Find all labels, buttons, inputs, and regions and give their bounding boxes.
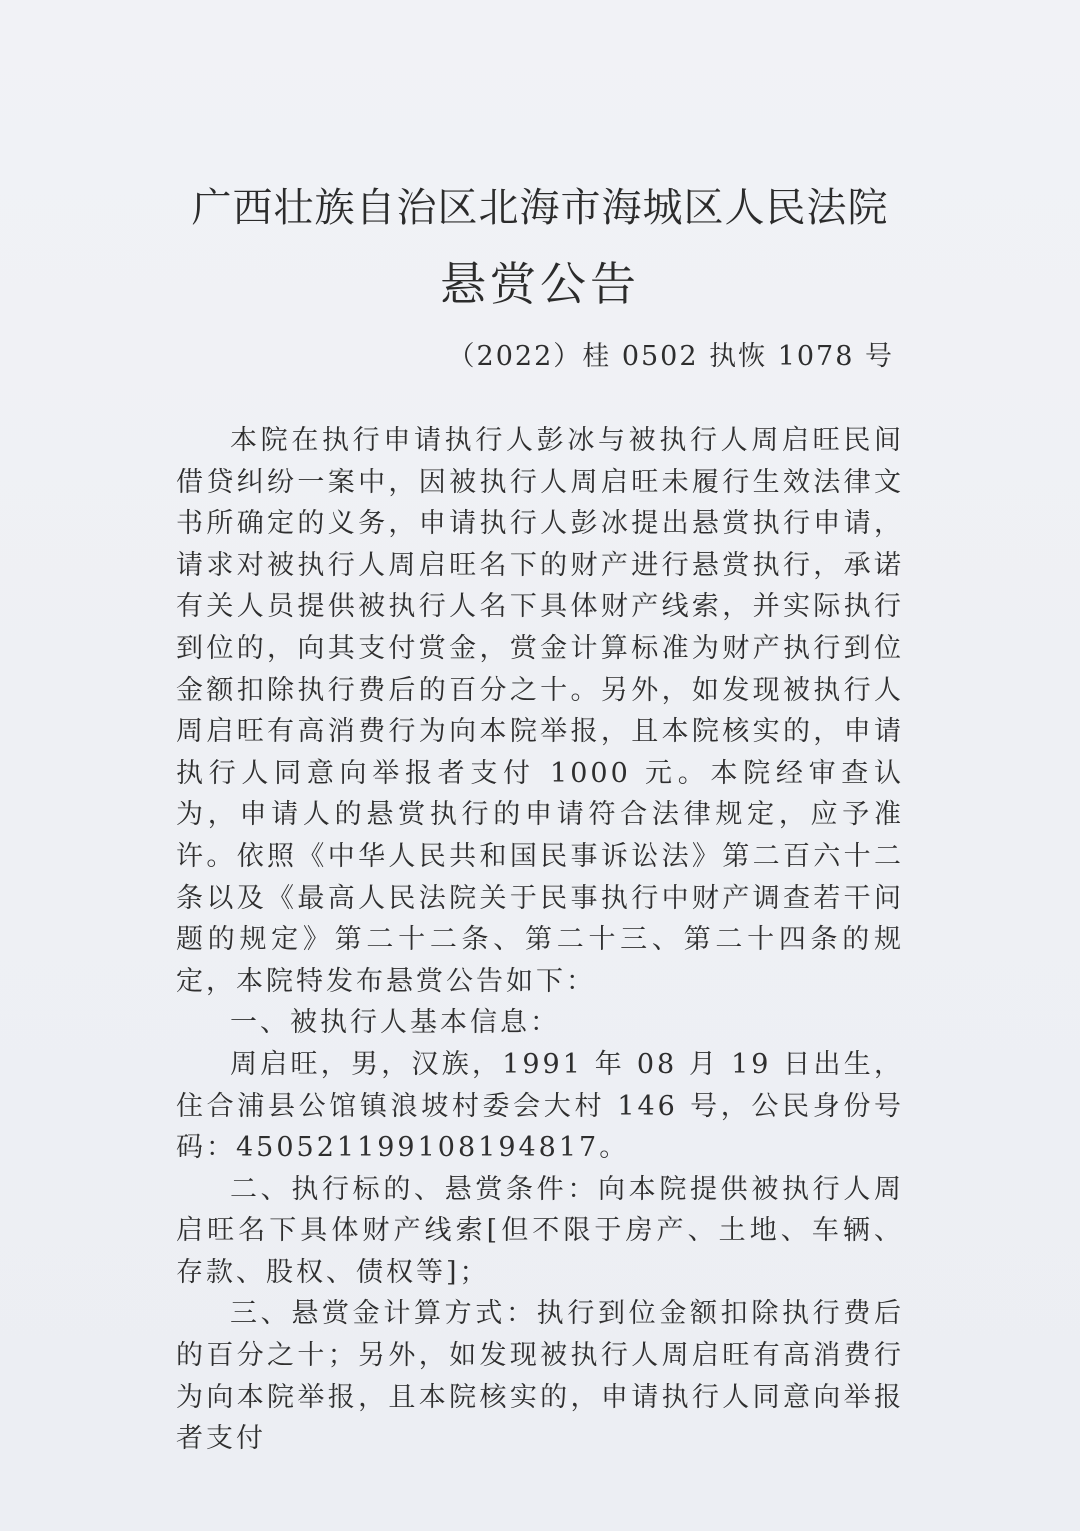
- paragraph-section-2: 二、执行标的、悬赏条件：向本院提供被执行人周启旺名下具体财产线索[但不限于房产、土地、车辆、存款、股权、债权等]；: [176, 1173, 904, 1288]
- paragraph-section-3: 三、悬赏金计算方式：执行到位金额扣除执行费后的百分之十；另外，如发现被执行人周启旺有高消费行为向本院举报，且本院核实的，申请执行人同意向举报者支付: [176, 1298, 904, 1455]
- notice-body: [176, 420, 904, 1460]
- paragraph-debtor-info: 周启旺，男，汉族，1991 年 08 月 19 日出生，住合浦县公馆镇浪坡村委会大村 146 号，公民身份号码：450521199108194817。: [176, 1048, 904, 1164]
- paragraph-section-1-heading: 一、被执行人基本信息：: [230, 1007, 560, 1039]
- court-name: 广西壮族自治区北海市海城区人民法院: [191, 185, 889, 231]
- notice-title: 悬赏公告: [440, 257, 640, 311]
- paragraph-intro: 本院在执行申请执行人彭冰与被执行人周启旺民间借贷纠纷一案中，因被执行人周启旺未履行生效法律文书所确定的义务，申请执行人彭冰提出悬赏执行申请，请求对被执行人周启旺名下的财产进行悬赏执行，承诺有关人员提供被执行人名下具体财产线索，并实际执行到位的，向其支付赏金，赏金计算标准为财产执行到位金额扣除执行费后的百分之十。另外，如发现被执行人周启旺有高消费行为向本院举报，且本院核实的，申请执行人同意向举报者支付 1000 元。本院经审查认为，申请人的悬赏执行的申请符合法律规定，应予准许。依照《中华人民共和国民事诉讼法》第二百六十二条以及《最高人民法院关于民事执行中财产调查若干问题的规定》第二十二条、第二十三、第二十四条的规定，本院特发布悬赏公告如下：: [176, 425, 904, 997]
- case-number: （2022）桂 0502 执恢 1078 号: [447, 341, 894, 372]
